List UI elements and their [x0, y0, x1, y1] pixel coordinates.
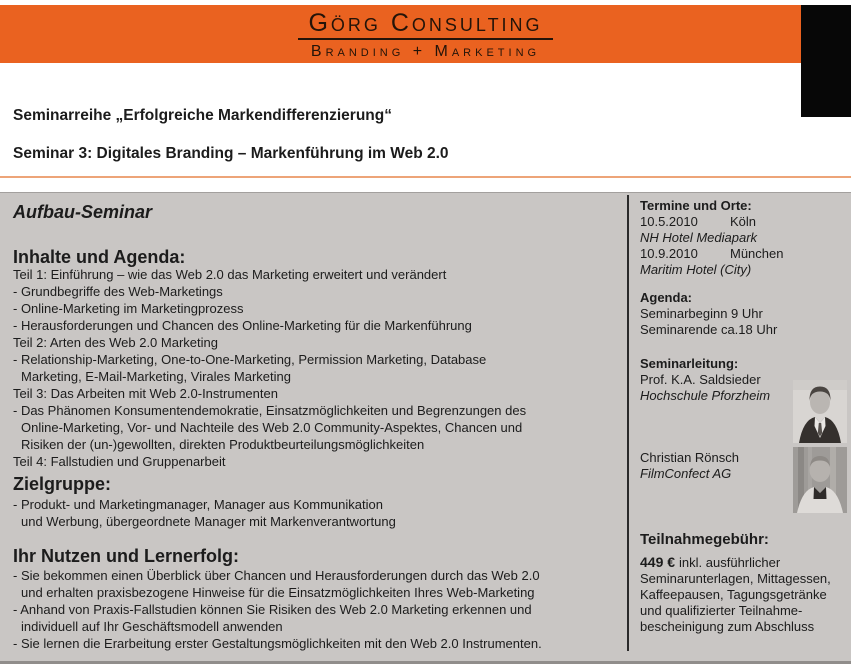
seminar-title: Seminar 3: Digitales Branding – Markenführung im Web 2.0 — [13, 145, 449, 162]
agenda-section-body — [13, 266, 618, 470]
logo-tagline: Branding + Marketing — [310, 43, 541, 60]
agenda-line: Teil 1: Einführung – wie das Web 2.0 das Marketing erweitert und verändert — [13, 267, 447, 282]
benefits-line: individuell auf Ihr Geschäftsmodell anwenden — [21, 619, 283, 634]
agenda-line: - Das Phänomen Konsumentendemokratie, Einsatzmöglichkeiten und Begrenzungen des — [13, 403, 527, 418]
vertical-divider — [627, 195, 629, 651]
agenda-line: - Grundbegriffe des Web-Marketings — [13, 284, 223, 299]
agenda-section-heading: Inhalte und Agenda: — [13, 247, 186, 267]
agenda-line: Online-Marketing, Vor- und Nachteile des Web 2.0 Community-Aspektes, Chancen und — [21, 420, 523, 435]
agenda-line: - Online-Marketing im Marketingprozess — [13, 301, 244, 316]
date-entry — [640, 246, 830, 262]
agenda-line: Teil 2: Arten des Web 2.0 Marketing — [13, 335, 218, 350]
fee-line: Seminarunterlagen, Mittagessen, — [640, 571, 831, 586]
audience-section-body — [13, 496, 618, 530]
benefits-line: und erhalten praxisbezogene Hinweise für die Einsatzmöglichkeiten Ihres Web-Marketing — [21, 585, 535, 600]
audience-line: und Werbung, übergeordnete Manager mit Markenverantwortung — [21, 514, 396, 529]
fee-line: Kaffeepausen, Tagungsgetränke — [640, 587, 827, 602]
venue-value: NH Hotel Mediapark — [640, 230, 758, 245]
benefits-line: - Sie lernen die Erarbeitung erster Gestaltungsmöglichkeiten mit den Web 2.0 Instrumenten. — [13, 636, 542, 651]
dates-heading: Termine und Orte: — [640, 198, 752, 213]
fee-price-line — [640, 554, 835, 571]
city-value: München — [730, 246, 784, 261]
accent-divider-line — [0, 176, 851, 178]
agenda-times-heading: Agenda: — [640, 290, 692, 305]
leader-name: Prof. K.A. Saldsieder — [640, 372, 761, 387]
gorg-consulting-logo — [298, 5, 552, 61]
agenda-line: Marketing, E-Mail-Marketing, Virales Marketing — [21, 369, 291, 384]
agenda-line: - Relationship-Marketing, One-to-One-Marketing, Permission Marketing, Database — [13, 352, 487, 367]
agenda-time-line: Seminarende ca.18 Uhr — [640, 322, 778, 337]
city-value: Köln — [730, 214, 757, 229]
dates-block — [640, 198, 830, 278]
fee-price-suffix: inkl. ausführlicher — [679, 555, 781, 570]
agenda-line: Teil 3: Das Arbeiten mit Web 2.0-Instrumenten — [13, 386, 278, 401]
leader-org: Hochschule Pforzheim — [640, 388, 771, 403]
leader-name: Christian Rönsch — [640, 450, 739, 465]
fee-price: 449 € — [640, 554, 676, 570]
agenda-line: Risiken der (un-)gewollten, direkten Produktbeurteilungsmöglichkeiten — [21, 437, 425, 452]
header-banner — [0, 5, 851, 63]
agenda-line: - Herausforderungen und Chancen des Online-Marketing für die Markenführung — [13, 318, 472, 333]
venue-value: Maritim Hotel (City) — [640, 262, 752, 277]
benefits-line: - Anhand von Praxis-Fallstudien können Sie Risiken des Web 2.0 Marketing erkennen und — [13, 602, 532, 617]
date-value: 10.9.2010 — [640, 246, 698, 261]
agenda-times-block — [640, 290, 830, 338]
fee-heading: Teilnahmegebühr: — [640, 531, 769, 548]
fee-block — [640, 554, 835, 635]
leadership-heading: Seminarleitung: — [640, 356, 739, 371]
portrait-saldsieder-photo — [793, 380, 847, 443]
black-corner-block — [801, 5, 851, 117]
agenda-line: Teil 4: Fallstudien und Gruppenarbeit — [13, 454, 226, 469]
audience-section-heading: Zielgruppe: — [13, 474, 111, 494]
agenda-time-line: Seminarbeginn 9 Uhr — [640, 306, 763, 321]
fee-line: bescheinigung zum Abschluss — [640, 619, 815, 634]
date-entry — [640, 214, 830, 230]
benefits-section-heading: Ihr Nutzen und Lernerfolg: — [13, 546, 239, 566]
series-title: Seminarreihe „Erfolgreiche Markendifferenzierung“ — [13, 107, 392, 124]
fee-line: und qualifizierter Teilnahme- — [640, 603, 803, 618]
leader-org: FilmConfect AG — [640, 466, 732, 481]
content-box — [0, 192, 851, 664]
date-value: 10.5.2010 — [640, 214, 698, 229]
seminar-type-badge: Aufbau-Seminar — [13, 202, 153, 222]
logo-company-name: Görg Consulting — [298, 10, 552, 40]
audience-line: - Produkt- und Marketingmanager, Manager aus Kommunikation — [13, 497, 383, 512]
benefits-line: - Sie bekommen einen Überblick über Chancen und Herausforderungen durch das Web 2.0 — [13, 568, 540, 583]
benefits-section-body — [13, 567, 618, 652]
portrait-roensch-photo — [793, 447, 847, 513]
